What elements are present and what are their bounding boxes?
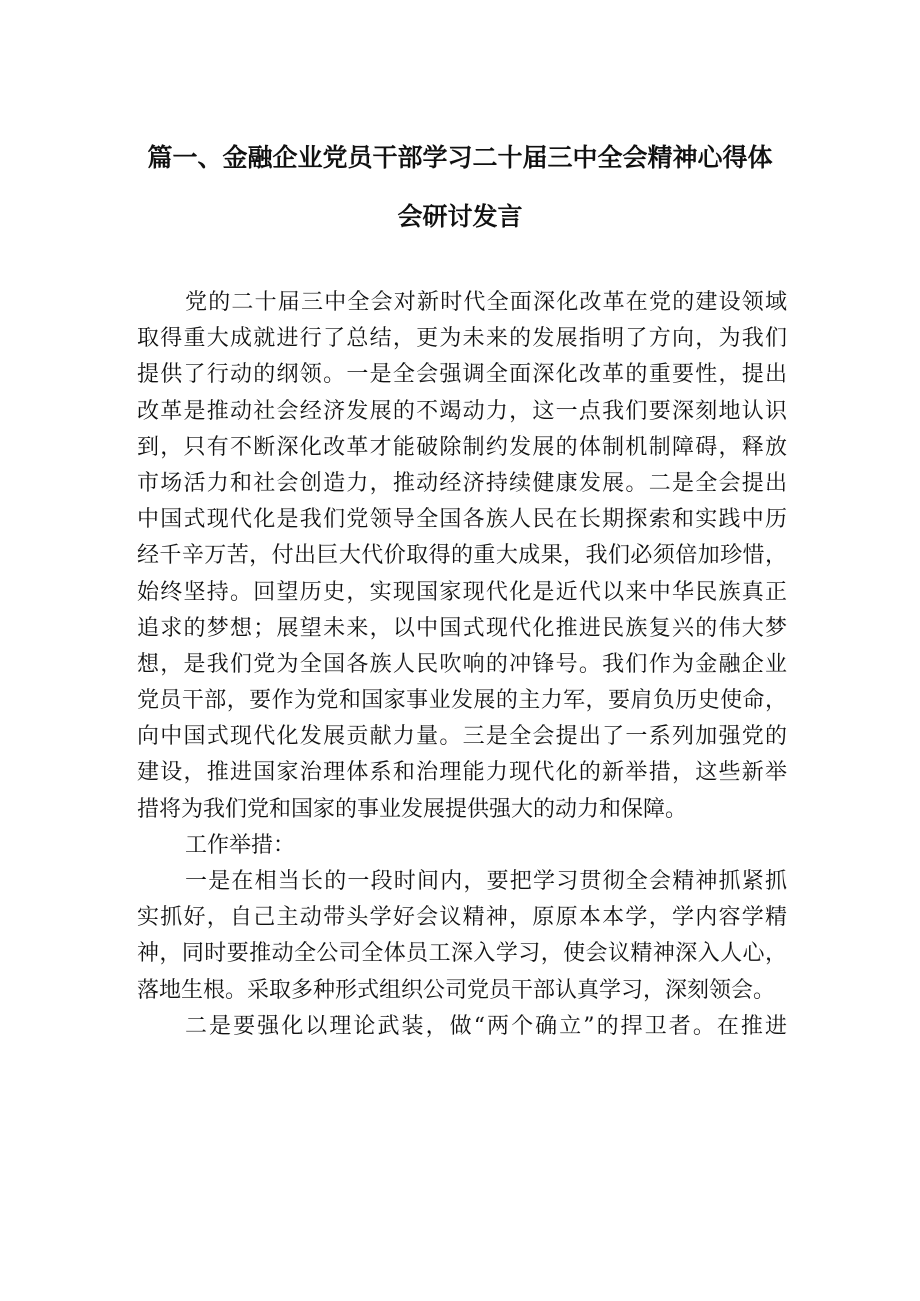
paragraph-line: 取得重大成就进行了总结，更为未来的发展指明了方向，为我们 [137,326,787,352]
paragraph-line: 到，只有不断深化改革才能破除制约发展的体制机制障碍，释放 [137,434,787,460]
paragraph-line: 改革是推动社会经济发展的不竭动力，这一点我们要深刻地认识 [137,398,787,424]
paragraph-line: 党的二十届三中全会对新时代全面深化改革在党的建设领域 [185,290,787,315]
paragraph-line: 经千辛万苦，付出巨大代价取得的重大成果，我们必须倍加珍惜， [137,543,787,569]
paragraph-line: 向中国式现代化发展贡献力量。三是全会提出了一系列加强党的 [137,724,787,750]
document-body [137,285,787,1045]
document-title-line-1: 篇一、金融企业党员干部学习二十届三中全会精神心得体 [147,143,773,172]
paragraph-line: 中国式现代化是我们党领导全国各族人民在长期探索和实践中历 [137,507,787,533]
paragraph-line: 提供了行动的纲领。一是全会强调全面深化改革的重要性，提出 [137,362,787,388]
paragraph-line: 想，是我们党为全国各族人民吹响的冲锋号。我们作为金融企业 [137,651,787,677]
paragraph-line: 实抓好，自己主动带头学好会议精神，原原本本学，学内容学精 [137,905,787,931]
paragraph-line: 建设，推进国家治理体系和治理能力现代化的新举措，这些新举 [137,760,787,786]
paragraph-line: 措将为我们党和国家的事业发展提供强大的动力和保障。 [137,796,688,822]
paragraph-line: 始终坚持。回望历史，实现国家现代化是近代以来中华民族真正 [137,579,787,605]
section-heading-work-measures: 工作举措： [185,832,296,858]
document-title-line-2: 会研讨发言 [397,202,523,231]
paragraph-line: 市场活力和社会创造力，推动经济持续健康发展。二是全会提出 [137,470,787,496]
paragraph-line: 党员干部，要作为党和国家事业发展的主力军，要肩负历史使命， [137,688,787,714]
paragraph-line: 神，同时要推动全公司全体员工深入学习，使会议精神深入人心， [137,941,787,967]
paragraph-line: 追求的梦想；展望未来，以中国式现代化推进民族复兴的伟大梦 [137,615,787,641]
paragraph-line: 落地生根。采取多种形式组织公司党员干部认真学习，深刻领会。 [137,977,776,1003]
paragraph-line: 一是在相当长的一段时间内，要把学习贯彻全会精神抓紧抓 [185,869,787,894]
paragraph-line: 二是要强化以理论武装，做“两个确立”的捍卫者。在推进 [185,1013,787,1039]
